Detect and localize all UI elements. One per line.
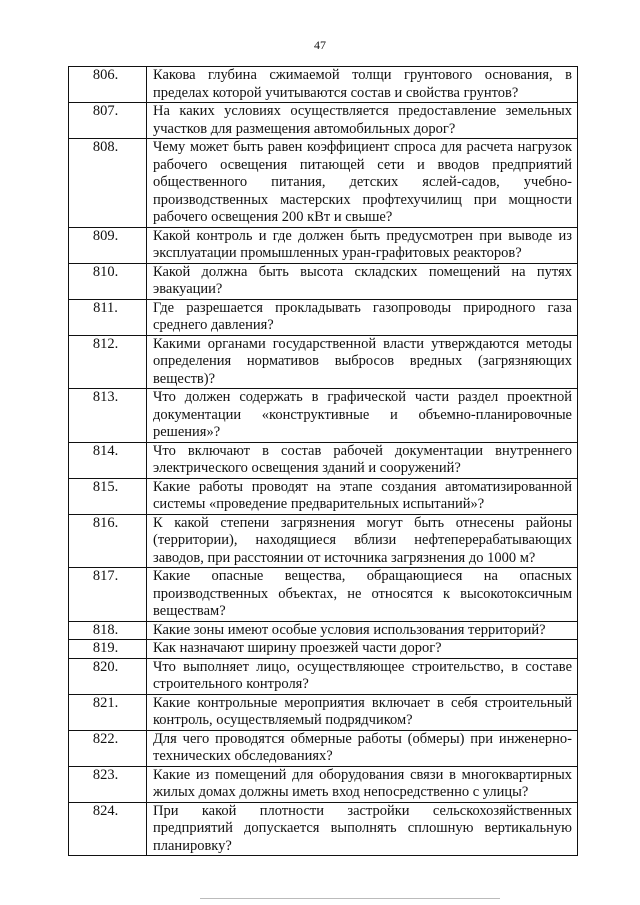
question-text: Что выполняет лицо, осуществляющее строительство, в составе строительного контроля? <box>147 658 578 694</box>
question-text: Какими органами государственной власти утверждаются методы определения нормативов выбросов вредных (загрязняющих веществ)? <box>147 335 578 389</box>
question-number: 806. <box>69 67 147 103</box>
question-text: Какой должна быть высота складских помещений на путях эвакуации? <box>147 263 578 299</box>
table-row <box>69 263 578 299</box>
question-text: Что включают в состав рабочей документации внутреннего электрического освещения зданий и сооружений? <box>147 442 578 478</box>
scan-artifact-line <box>200 898 500 899</box>
question-number: 824. <box>69 802 147 856</box>
question-number: 811. <box>69 299 147 335</box>
table-row <box>69 658 578 694</box>
table-row <box>69 227 578 263</box>
question-number: 809. <box>69 227 147 263</box>
question-text: На каких условиях осуществляется предоставление земельных участков для размещения автомобильных дорог? <box>147 103 578 139</box>
question-text: Как назначают ширину проезжей части дорог? <box>147 640 578 659</box>
question-number: 807. <box>69 103 147 139</box>
table-row <box>69 621 578 640</box>
question-number: 815. <box>69 478 147 514</box>
question-text: Что должен содержать в графической части раздел проектной документации «конструктивные и объемно-планировочные решения»? <box>147 389 578 443</box>
question-text: Какие из помещений для оборудования связи в многоквартирных жилых домах должны иметь вход непосредственно с улицы? <box>147 766 578 802</box>
question-number: 814. <box>69 442 147 478</box>
question-number: 808. <box>69 139 147 228</box>
page-number: 47 <box>314 38 326 52</box>
question-text: Для чего проводятся обмерные работы (обмеры) при инженерно-технических обследованиях? <box>147 730 578 766</box>
question-text: Какой контроль и где должен быть предусмотрен при выводе из эксплуатации промышленных уран-графитовых реакторов? <box>147 227 578 263</box>
table-row <box>69 139 578 228</box>
table-row <box>69 335 578 389</box>
question-text: Чему может быть равен коэффициент спроса для расчета нагрузок рабочего освещения питающей сети и вводов предприятий общественного питания, детских яслей-садов, учебно-производственных мастерских профтехучилищ при мощности рабочего освещения 200 кВт и свыше? <box>147 139 578 228</box>
table-row <box>69 103 578 139</box>
table-row <box>69 802 578 856</box>
question-number: 822. <box>69 730 147 766</box>
table-row <box>69 299 578 335</box>
question-number: 820. <box>69 658 147 694</box>
question-number: 818. <box>69 621 147 640</box>
questions-table-body <box>69 67 578 856</box>
question-text: Какие опасные вещества, обращающиеся на опасных производственных объектах, не относятся к высокотоксичным веществам? <box>147 568 578 622</box>
table-row <box>69 694 578 730</box>
question-text: Какова глубина сжимаемой толщи грунтового основания, в пределах которой учитываются состав и свойства грунтов? <box>147 67 578 103</box>
table-row <box>69 766 578 802</box>
question-text: Какие контрольные мероприятия включает в себя строительный контроль, осуществляемый подрядчиком? <box>147 694 578 730</box>
table-row <box>69 514 578 568</box>
table-row <box>69 730 578 766</box>
table-row <box>69 442 578 478</box>
table-row <box>69 568 578 622</box>
question-text: Где разрешается прокладывать газопроводы природного газа среднего давления? <box>147 299 578 335</box>
question-number: 823. <box>69 766 147 802</box>
question-number: 813. <box>69 389 147 443</box>
question-number: 817. <box>69 568 147 622</box>
question-number: 812. <box>69 335 147 389</box>
table-row <box>69 67 578 103</box>
question-text: Какие работы проводят на этапе создания автоматизированной системы «проведение предварительных испытаний»? <box>147 478 578 514</box>
questions-table <box>68 66 578 856</box>
question-number: 810. <box>69 263 147 299</box>
table-row <box>69 389 578 443</box>
table-row <box>69 640 578 659</box>
question-text: Какие зоны имеют особые условия использования территорий? <box>147 621 578 640</box>
question-number: 819. <box>69 640 147 659</box>
question-number: 821. <box>69 694 147 730</box>
question-text: При какой плотности застройки сельскохозяйственных предприятий допускается выполнять сплошную вертикальную планировку? <box>147 802 578 856</box>
question-text: К какой степени загрязнения могут быть отнесены районы (территории), находящиеся вблизи нефтеперерабатывающих заводов, при расстоянии от источника загрязнения до 1000 м? <box>147 514 578 568</box>
table-row <box>69 478 578 514</box>
question-number: 816. <box>69 514 147 568</box>
